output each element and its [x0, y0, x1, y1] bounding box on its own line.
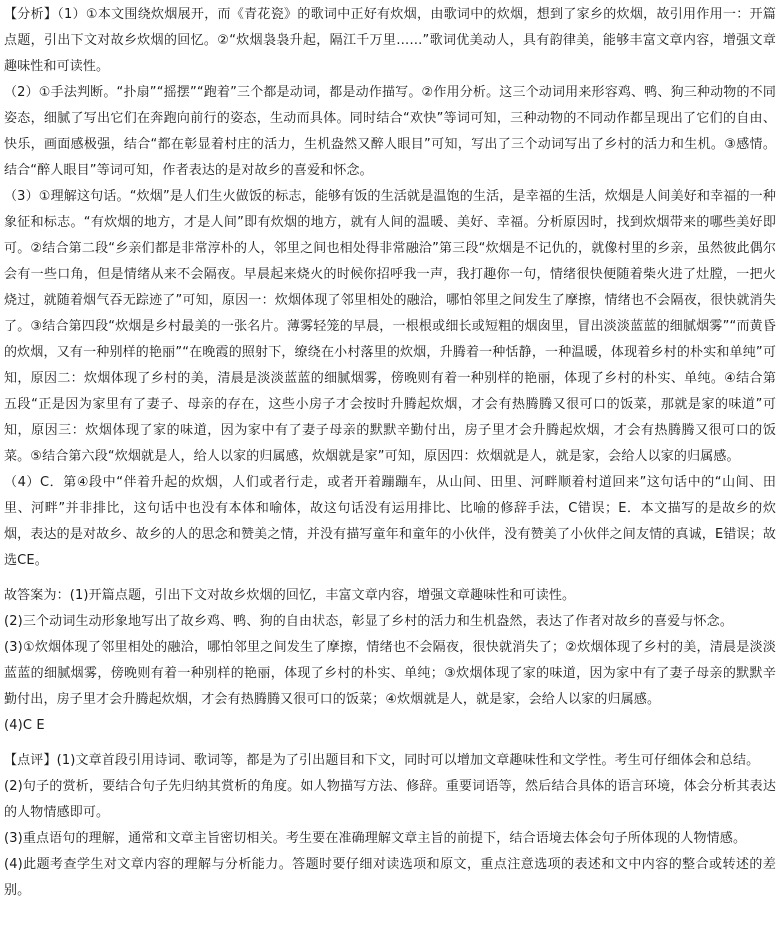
answer-part-3: (3)①炊烟体现了邻里相处的融洽，哪怕邻里之间发生了摩擦，情绪也不会隔夜，很快就消失了；②炊烟体现了乡村的美，清晨是淡淡蓝蓝的细腻烟雾，傍晚则有着一种别样的艳丽，体现了乡村的朴实、单纯；③炊烟体现了家的味道，因为家中有了妻子母亲的默默辛勤付出，房子里才会升腾起炊烟，才会有热腾腾又很可口的饭菜；④炊烟就是人，就是家，会给人以家的归属感。: [4, 640, 776, 707]
answer-part-1: 故答案为：(1)开篇点题，引出下文对故乡炊烟的回忆，丰富文章内容，增强文章趣味性和可读性。: [4, 588, 576, 603]
answer-part-2: (2)三个动词生动形象地写出了故乡鸡、鸭、狗的自由状态，彰显了乡村的活力和生机盎然，表达了作者对故乡的喜爱与怀念。: [4, 614, 733, 629]
comment-section: [4, 748, 776, 904]
analysis-part-2: （2）①手法判断。“扑扇”“摇摆”“跑着”三个都是动词，都是动作描写。②作用分析。这三个动词用来形容鸡、鸭、狗三种动物的不同姿态，细腻了写出它们在奔跑向前行的姿态，生动而具体。同时结合“欢快”等词可知，三种动物的不同动作都呈现出了它们的自由、快乐，画面感极强，结合“都在彰显着村庄的活力，生机盎然又醉人眼目”可知，写出了三个动词写出了乡村的活力和生机。③感情。结合“醉人眼目”等词可知，作者表达的是对故乡的喜爱和怀念。: [4, 85, 776, 178]
section-spacer: [4, 739, 776, 748]
comment-part-4: (4)此题考查学生对文章内容的理解与分析能力。答题时要仔细对读选项和原文，重点注意选项的表述和文中内容的整合或转述的差别。: [4, 857, 776, 898]
analysis-section: [4, 2, 776, 574]
answer-part-4: (4)C E: [4, 718, 45, 733]
analysis-part-3: （3）①理解这句话。“炊烟”是人们生火做饭的标志，能够有饭的生活就是温饱的生活，是幸福的生活，炊烟是人间美好和幸福的一种象征和标志。“有炊烟的地方，才是人间”即有炊烟的地方，就有人间的温暖、美好、幸福。分析原因时，找到炊烟带来的哪些美好即可。②结合第二段“乡亲们都是非常淳朴的人，邻里之间也相处得非常融洽”第三段“炊烟是不记仇的，就像村里的乡亲，虽然彼此偶尔会有一些口角，但是情绪从来不会隔夜。早晨起来烧火的时候你招呼我一声，我打趣你一句，情绪很快便随着柴火进了灶膛，一把火烧过，就随着烟气吞无踪迹了”可知，原因一：炊烟体现了邻里相处的融洽，哪怕邻里之间发生了摩擦，情绪也不会隔夜，很快就消失了。③结合第四段“炊烟是乡村最美的一张名片。薄雾轻笼的早晨，一根根或细长或短粗的烟囱里，冒出淡淡蓝蓝的细腻烟雾”“而黄昏的炊烟，又有一种别样的艳丽”“在晚霞的照射下，缭绕在小村落里的炊烟，升腾着一种恬静，一种温暖，体现着乡村的朴实和单纯”可知，原因二：炊烟体现了乡村的美，清晨是淡淡蓝蓝的细腻烟雾，傍晚则有着一种别样的艳丽，体现了乡村的朴实、单纯。④结合第五段“正是因为家里有了妻子、母亲的存在，这些小房子才会按时升腾起炊烟，才会有热腾腾又很可口的饭菜，那就是家的味道”可知，原因三：炊烟体现了家的味道，因为家中有了妻子母亲的默默辛勤付出，房子里才会升腾起炊烟，才会有热腾腾又很可口的饭菜。⑤结合第六段“炊烟就是人，给人以家的归属感，炊烟就是家”可知，原因四：炊烟就是人，就是家，会给人以家的归属感。: [4, 189, 776, 464]
comment-part-1: 【点评】(1)文章首段引用诗词、歌词等，都是为了引出题目和下文，同时可以增加文章趣味性和文学性。考生可仔细体会和总结。: [4, 753, 760, 768]
answer-section: [4, 583, 776, 739]
section-spacer: [4, 574, 776, 583]
analysis-part-1: 【分析】（1）①本文围绕炊烟展开，而《青花瓷》的歌词中正好有炊烟，由歌词中的炊烟，想到了家乡的炊烟，故引用作用一：开篇点题，引出下文对故乡炊烟的回忆。②“炊烟袅袅升起，隔江千万里……”歌词优美动人，具有韵律美，能够丰富文章内容，增强文章趣味性和可读性。: [4, 7, 776, 74]
comment-part-3: (3)重点语句的理解，通常和文章主旨密切相关。考生要在准确理解文章主旨的前提下，结合语境去体会句子所体现的人物情感。: [4, 831, 747, 846]
comment-part-2: (2)句子的赏析，要结合句子先归纳其赏析的角度。如人物描写方法、修辞。重要词语等，然后结合具体的语言环境，体会分析其表达的人物情感即可。: [4, 779, 776, 820]
analysis-part-4: （4）C．第④段中“伴着升起的炊烟，人们或者行走，或者开着蹦蹦车，从山间、田里、河畔顺着村道回来”这句话中的“山间、田里、河畔”并非排比，这句话中也没有本体和喻体，故这句话没有运用排比、比喻的修辞手法，C错误；E．本文描写的是故乡的炊烟，表达的是对故乡、故乡的人的思念和赞美之情，并没有描写童年和童年的小伙伴，没有赞美了小伙伴之间友情的真诚，E错误；故选CE。: [4, 475, 776, 568]
